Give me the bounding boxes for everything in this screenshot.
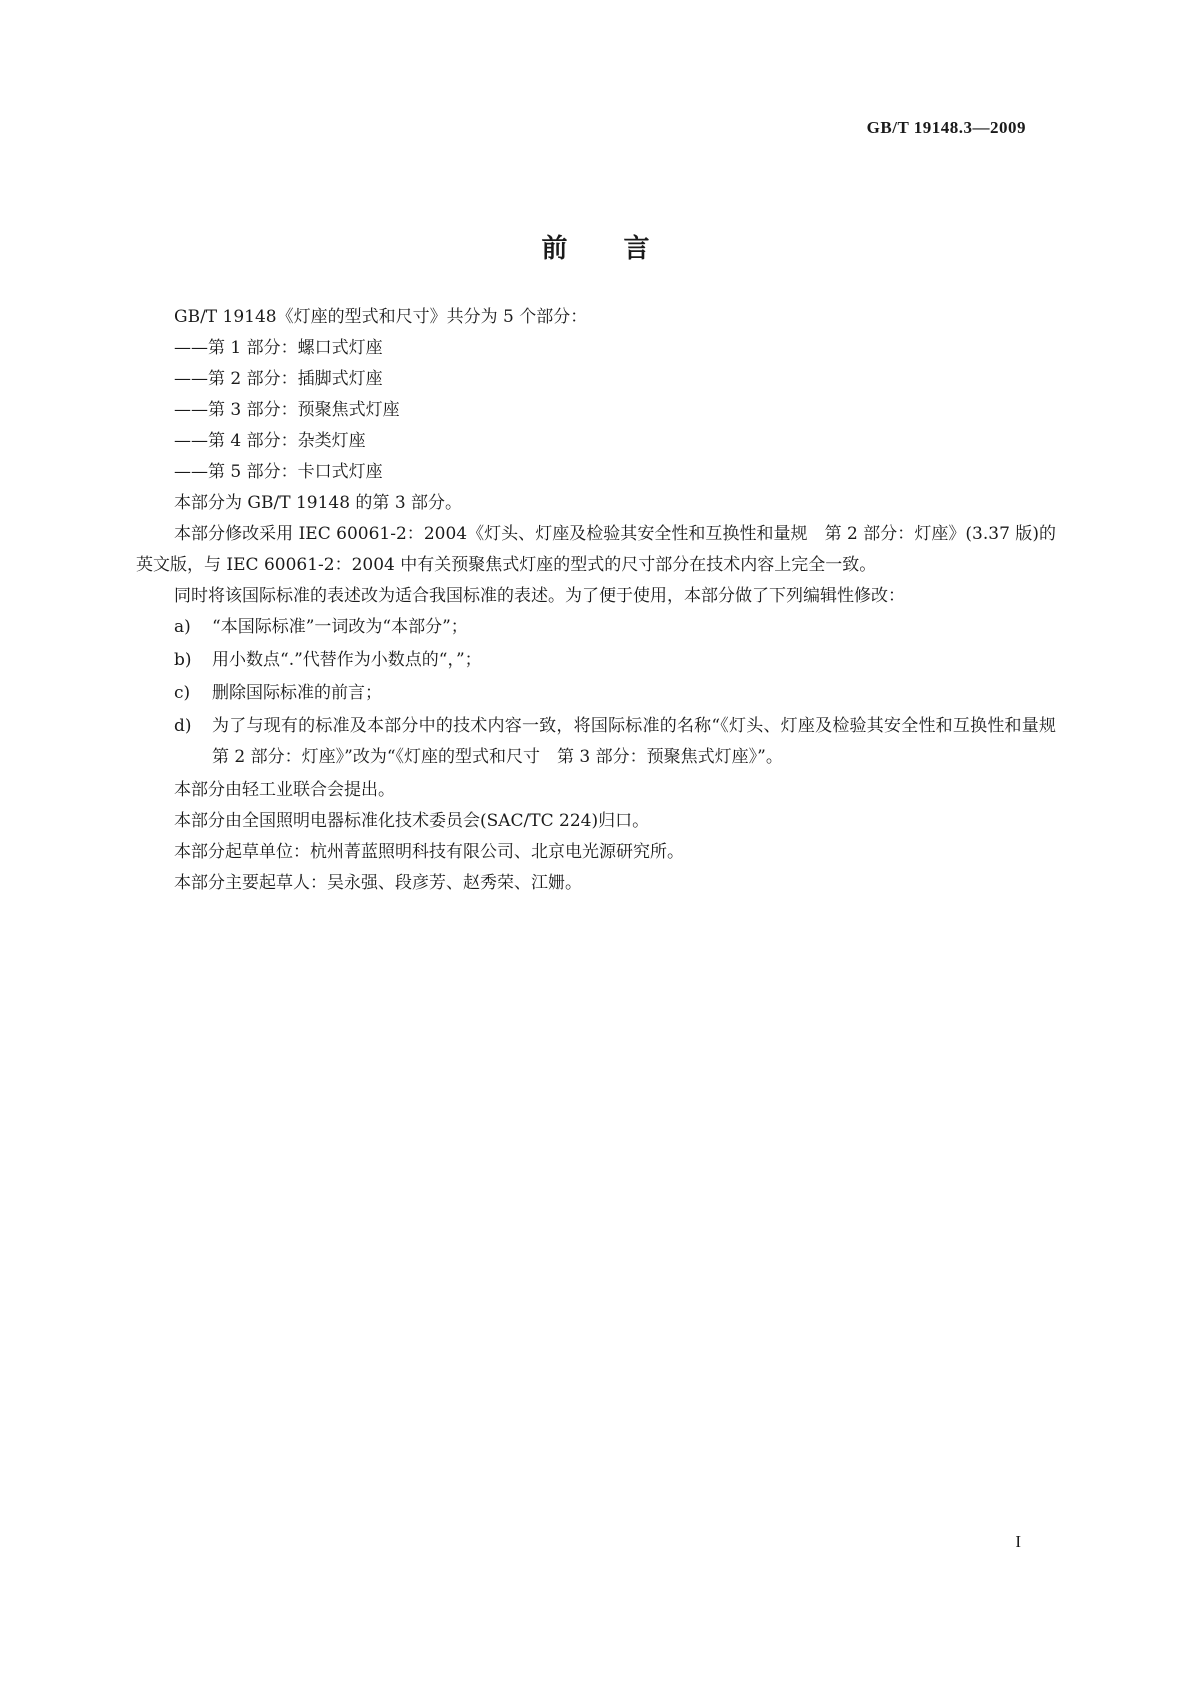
part-item: ——第 3 部分：预聚焦式灯座 <box>174 400 400 420</box>
modification-item <box>136 678 1056 709</box>
part-item: ——第 4 部分：杂类灯座 <box>174 431 366 451</box>
modification-label: b) <box>174 650 192 670</box>
modification-text: 为了与现有的标准及本部分中的技术内容一致，将国际标准的名称“《灯头、灯座及检验其安全性和互换性和量规 第 2 部分：灯座》”改为“《灯座的型式和尺寸 第 3 部分：预聚焦式灯座》”。 <box>212 716 1073 767</box>
page-title: 前言 <box>541 234 706 264</box>
modification-label: a) <box>174 617 191 637</box>
drafters-paragraph: 本部分主要起草人：吴永强、段彦芳、赵秀荣、江姗。 <box>174 873 582 893</box>
part-item: ——第 5 部分：卡口式灯座 <box>174 462 383 482</box>
part-item: ——第 2 部分：插脚式灯座 <box>174 369 383 389</box>
modification-item <box>136 612 1056 643</box>
modification-text: 删除国际标准的前言； <box>212 683 382 703</box>
proposer-paragraph: 本部分由轻工业联合会提出。 <box>174 780 395 800</box>
page-number: I <box>1015 1532 1021 1551</box>
intro-paragraph: GB/T 19148《灯座的型式和尺寸》共分为 5 个部分： <box>174 307 588 327</box>
scope-paragraph: 本部分为 GB/T 19148 的第 3 部分。 <box>174 493 463 513</box>
foreword-body <box>136 302 1073 899</box>
modification-label: d) <box>174 716 192 736</box>
modification-text: 用小数点“.”代替作为小数点的“，”； <box>212 650 482 670</box>
adoption-paragraph: 本部分修改采用 IEC 60061-2：2004《灯头、灯座及检验其安全性和互换性和量规 第 2 部分：灯座》(3.37 版)的英文版，与 IEC 60061-2：2004 中有关预聚焦式灯座的型式的尺寸部分在技术内容上完全一致。 <box>136 524 1056 575</box>
drafting-units-paragraph: 本部分起草单位：杭州菁蓝照明科技有限公司、北京电光源研究所。 <box>174 842 684 862</box>
modification-item <box>136 645 1056 676</box>
part-item: ——第 1 部分：螺口式灯座 <box>174 338 383 358</box>
standard-code: GB/T 19148.3—2009 <box>866 118 1026 137</box>
committee-paragraph: 本部分由全国照明电器标准化技术委员会(SAC/TC 224)归口。 <box>174 811 650 831</box>
modification-item <box>136 711 1073 773</box>
modification-text: “本国际标准”一词改为“本部分”； <box>212 617 468 637</box>
modification-label: c) <box>174 683 191 703</box>
modifications-intro: 同时将该国际标准的表述改为适合我国标准的表述。为了便于使用，本部分做了下列编辑性修改： <box>174 586 905 606</box>
